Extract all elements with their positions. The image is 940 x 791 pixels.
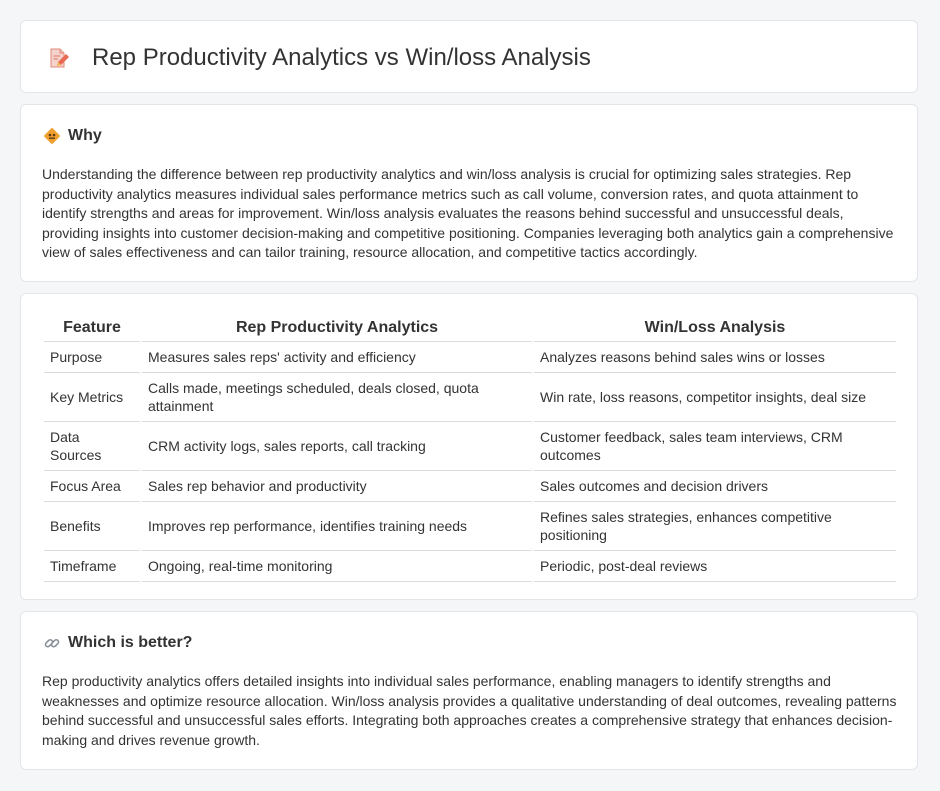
rep-cell: Ongoing, real-time monitoring xyxy=(142,551,532,582)
header-rep-productivity: Rep Productivity Analytics xyxy=(142,316,532,342)
better-heading: Which is better? xyxy=(68,634,193,651)
table-row xyxy=(44,422,896,471)
why-heading: Why xyxy=(68,127,102,144)
header-feature: Feature xyxy=(44,316,140,342)
table-row xyxy=(44,502,896,551)
feature-cell: Focus Area xyxy=(44,471,140,502)
feature-cell: Timeframe xyxy=(44,551,140,582)
rep-cell: Improves rep performance, identifies training needs xyxy=(142,502,532,551)
winloss-cell: Analyzes reasons behind sales wins or losses xyxy=(534,342,896,373)
winloss-cell: Sales outcomes and decision drivers xyxy=(534,471,896,502)
header-card xyxy=(20,20,918,93)
winloss-cell: Win rate, loss reasons, competitor insights, deal size xyxy=(534,373,896,422)
rep-cell: Measures sales reps' activity and efficiency xyxy=(142,342,532,373)
winloss-cell: Periodic, post-deal reviews xyxy=(534,551,896,582)
rep-cell: Sales rep behavior and productivity xyxy=(142,471,532,502)
page-title: Rep Productivity Analytics vs Win/loss Analysis xyxy=(92,44,591,71)
feature-cell: Data Sources xyxy=(44,422,140,471)
feature-cell: Purpose xyxy=(44,342,140,373)
header-win-loss: Win/Loss Analysis xyxy=(534,316,896,342)
rep-cell: Calls made, meetings scheduled, deals closed, quota attainment xyxy=(142,373,532,422)
table-header-row xyxy=(44,316,896,342)
winloss-cell: Refines sales strategies, enhances competitive positioning xyxy=(534,502,896,551)
comparison-card xyxy=(20,293,918,600)
why-heading-row xyxy=(43,125,102,147)
feature-cell: Key Metrics xyxy=(44,373,140,422)
table-row xyxy=(44,342,896,373)
link-icon xyxy=(43,634,61,652)
which-better-section xyxy=(20,611,918,770)
table-row xyxy=(44,373,896,422)
table-row xyxy=(44,551,896,582)
document-pencil-icon xyxy=(47,47,69,69)
rep-cell: CRM activity logs, sales reports, call tracking xyxy=(142,422,532,471)
comparison-table xyxy=(42,316,898,582)
why-section xyxy=(20,104,918,282)
why-text: Understanding the difference between rep productivity analytics and win/loss analysis is crucial for optimizing sales strategies. Rep productivity analytics measures individual sales performance metrics such as call volume, conversion rates, and quota attainment to identify strengths and areas for improvement. Win/loss analysis evaluates the reasons behind successful and unsuccessful deals, providing insights into customer decision-making and competitive positioning. Companies leveraging both analytics gain a comprehensive view of sales effectiveness and can tailor training, resource allocation, and competitive tactics accordingly. xyxy=(42,166,894,261)
feature-cell: Benefits xyxy=(44,502,140,551)
diamond-sign-icon xyxy=(43,127,61,145)
better-heading-row xyxy=(43,632,192,654)
table-row xyxy=(44,471,896,502)
winloss-cell: Customer feedback, sales team interviews, CRM outcomes xyxy=(534,422,896,471)
better-text: Rep productivity analytics offers detailed insights into individual sales performance, enabling managers to identify strengths and weaknesses and optimize resource allocation. Win/loss analysis provides a qualitative understanding of deal outcomes, revealing patterns behind successful and unsuccessful sales efforts. Integrating both approaches creates a comprehensive strategy that enhances decision-making and drives revenue growth. xyxy=(42,673,897,748)
